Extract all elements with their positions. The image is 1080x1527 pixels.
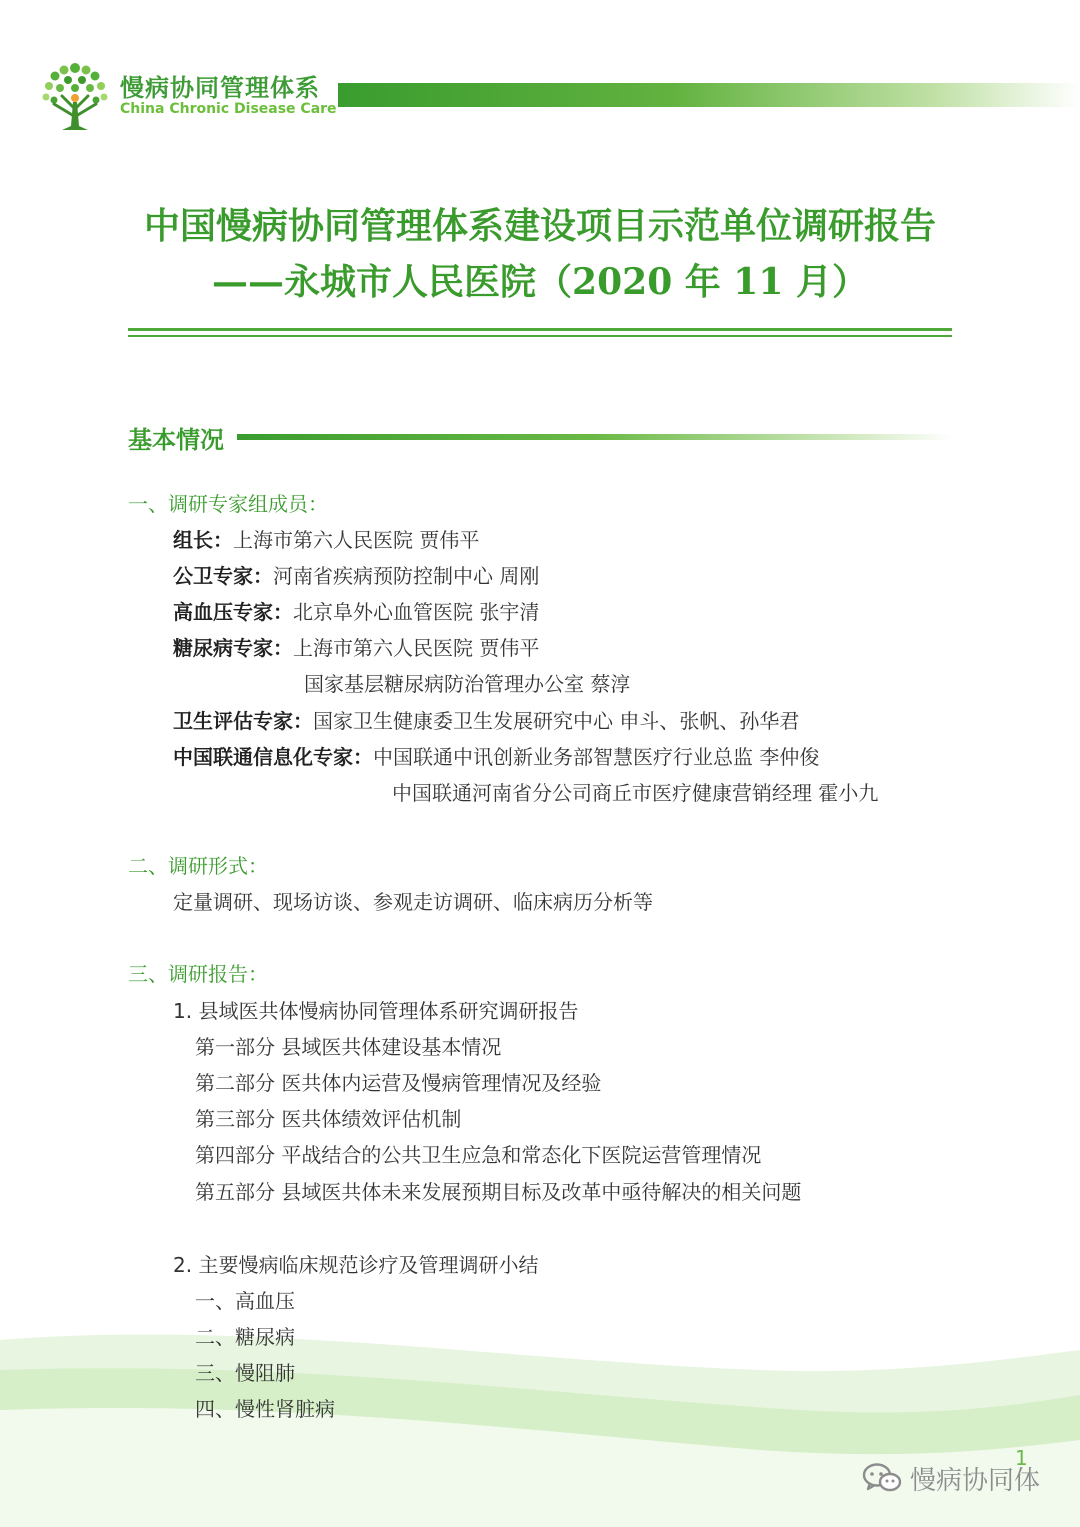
report2-part: 三、慢阻肺 [195, 1361, 295, 1385]
expert-row [173, 560, 539, 589]
expert-role: 组长： [173, 528, 233, 552]
form-text: 定量调研、现场访谈、参观走访调研、临床病历分析等 [173, 890, 653, 914]
watermark-text: 慢病协同体 [910, 1465, 1041, 1496]
expert-detail: 中国联通中讯创新业务部智慧医疗行业总监 李仲俊 [373, 745, 820, 769]
report2-part: 四、慢性肾脏病 [195, 1397, 335, 1421]
report1-part: 第三部分 医共体绩效评估机制 [195, 1107, 462, 1131]
logo-subtitle: China Chronic Disease Care [120, 101, 337, 117]
page-number: 1 [1015, 1446, 1028, 1470]
report2-title: 2. 主要慢病临床规范诊疗及管理调研小结 [173, 1253, 539, 1277]
form-heading: 二、调研形式： [128, 854, 268, 878]
expert-row [173, 632, 539, 661]
logo-title: 慢病协同管理体系 [120, 74, 320, 102]
title-divider-top [128, 328, 952, 331]
expert-row [173, 524, 479, 553]
experts-heading: 一、调研专家组成员： [128, 492, 328, 516]
expert-detail: 国家基层糖尿病防治管理办公室 蔡淳 [304, 672, 631, 696]
watermark [862, 1462, 1040, 1494]
report2-part: 二、糖尿病 [195, 1325, 295, 1349]
expert-role: 卫生评估专家： [173, 709, 313, 733]
reports-heading: 三、调研报告： [128, 962, 268, 986]
header-gradient-bar [338, 83, 1080, 107]
expert-row [173, 596, 539, 625]
page-title: 中国慢病协同管理体系建设项目示范单位调研报告 [143, 205, 936, 247]
report1-part: 第五部分 县域医共体未来发展预期目标及改革中亟待解决的相关问题 [195, 1180, 802, 1204]
expert-row [392, 777, 878, 806]
report1-part: 第四部分 平战结合的公共卫生应急和常态化下医院运营管理情况 [195, 1143, 762, 1167]
expert-role: 糖尿病专家： [173, 636, 293, 660]
expert-detail: 河南省疾病预防控制中心 周刚 [273, 564, 540, 588]
logo-tree-icon [40, 60, 110, 132]
expert-role: 公卫专家： [173, 564, 273, 588]
expert-row [304, 668, 630, 697]
expert-detail: 上海市第六人民医院 贾伟平 [233, 528, 480, 552]
page-subtitle: ——永城市人民医院（2020 年 11 月） [212, 261, 868, 303]
expert-role: 高血压专家： [173, 600, 293, 624]
report1-part: 第一部分 县域医共体建设基本情况 [195, 1035, 502, 1059]
report1-part: 第二部分 医共体内运营及慢病管理情况及经验 [195, 1071, 602, 1095]
expert-detail: 中国联通河南省分公司商丘市医疗健康营销经理 霍小九 [392, 781, 879, 805]
expert-role: 中国联通信息化专家： [173, 745, 373, 769]
expert-row [173, 741, 819, 770]
chat-bubble-icon [862, 1462, 902, 1494]
expert-detail: 北京阜外心血管医院 张宇清 [293, 600, 540, 624]
title-divider-bottom [128, 335, 952, 337]
expert-row [173, 705, 799, 734]
report1-title: 1. 县域医共体慢病协同管理体系研究调研报告 [173, 999, 579, 1023]
expert-detail: 上海市第六人民医院 贾伟平 [293, 636, 540, 660]
section-title: 基本情况 [128, 426, 224, 454]
section-gradient-bar [237, 434, 953, 440]
report2-part: 一、高血压 [195, 1289, 295, 1313]
expert-detail: 国家卫生健康委卫生发展研究中心 申斗、张帆、孙华君 [313, 709, 800, 733]
